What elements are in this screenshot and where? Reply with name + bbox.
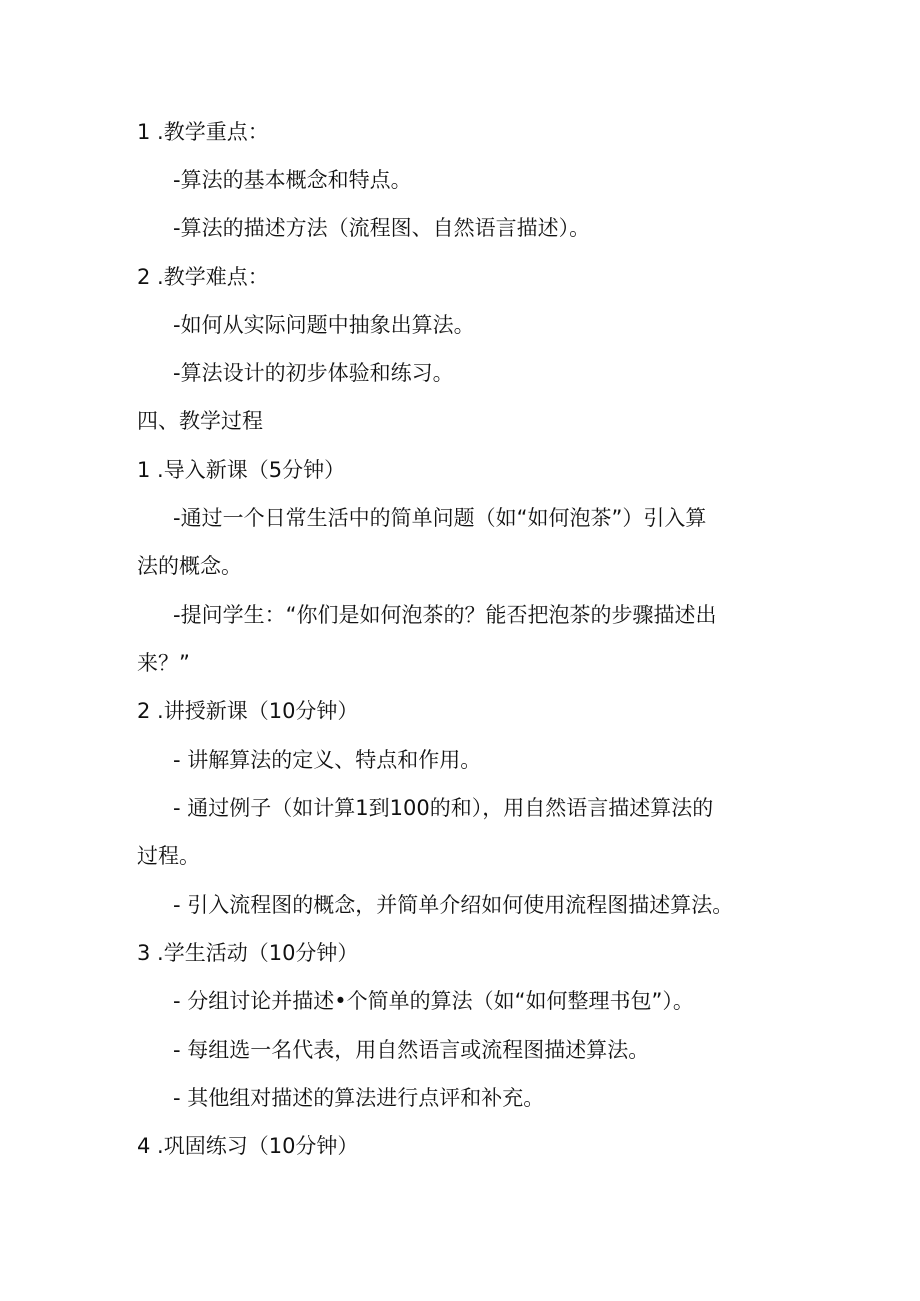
activity-item-2: - 每组选一名代表，用自然语言或流程图描述算法。 <box>173 1038 650 1062</box>
key-point-item-2: -算法的描述方法（流程图、自然语言描述）。 <box>173 216 591 240</box>
new-lesson-item-2-line-1: - 通过例子（如计算1到100的和），用自然语言描述算法的 <box>173 796 714 820</box>
intro-item-1-line-2: 法的概念。 <box>137 554 242 578</box>
intro-item-1-line-1: -通过一个日常生活中的简单问题（如“如何泡茶”）引入算 <box>173 506 707 530</box>
step-heading-student-activity: 3 .学生活动（10分钟） <box>137 941 359 965</box>
step-heading-intro: 1 .导入新课（5分钟） <box>137 458 346 482</box>
key-point-item-1: -算法的基本概念和特点。 <box>173 168 412 192</box>
section-heading-teaching-difficulties: 2 .教学难点： <box>137 265 269 289</box>
section-heading-teaching-key-points: 1 .教学重点： <box>137 120 269 144</box>
activity-item-3: - 其他组对描述的算法进行点评和补充。 <box>173 1086 545 1110</box>
step-heading-new-lesson: 2 .讲授新课（10分钟） <box>137 699 359 723</box>
step-heading-practice: 4 .巩固练习（10分钟） <box>137 1134 359 1158</box>
new-lesson-item-1: - 讲解算法的定义、特点和作用。 <box>173 748 482 772</box>
section-heading-teaching-process: 四、教学过程 <box>137 409 263 433</box>
difficulty-item-1: -如何从实际问题中抽象出算法。 <box>173 313 475 337</box>
new-lesson-item-3: - 引入流程图的概念，并简单介绍如何使用流程图描述算法。 <box>173 893 734 917</box>
difficulty-item-2: -算法设计的初步体验和练习。 <box>173 361 454 385</box>
intro-item-2-line-1: -提问学生：“你们是如何泡茶的？能否把泡茶的步骤描述出 <box>173 603 717 627</box>
intro-item-2-line-2: 来？” <box>137 651 190 675</box>
new-lesson-item-2-line-2: 过程。 <box>137 844 200 868</box>
activity-item-1: - 分组讨论并描述•个简单的算法（如“如何整理书包”）。 <box>173 989 694 1013</box>
